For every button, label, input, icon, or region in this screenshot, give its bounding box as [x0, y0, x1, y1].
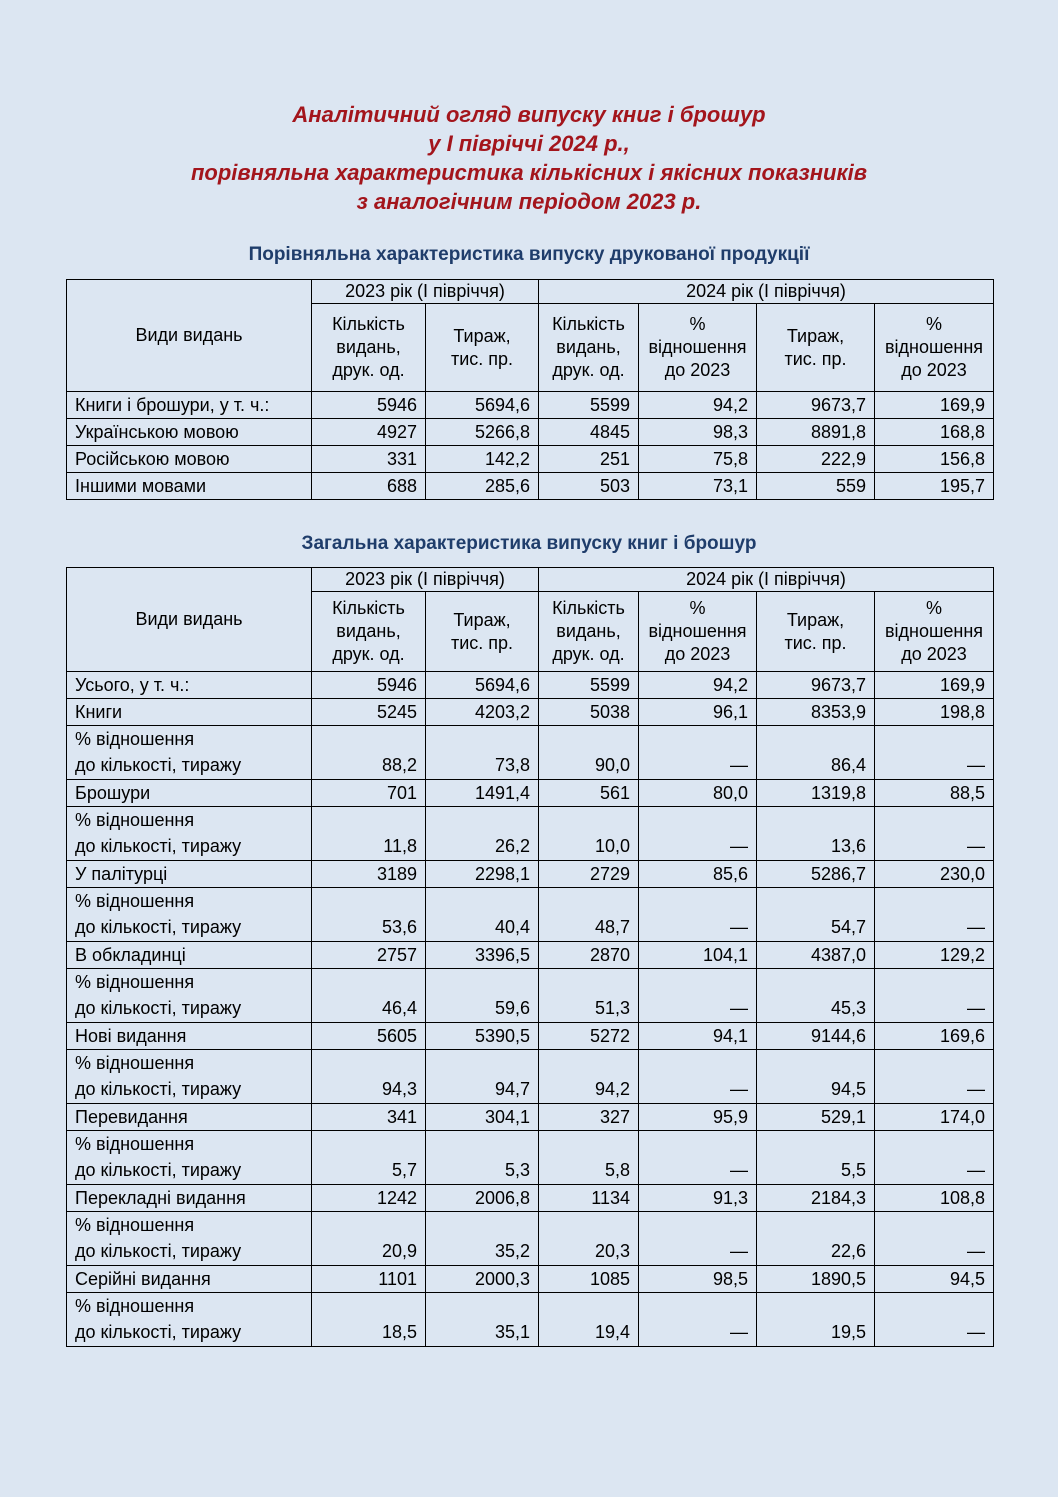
cell-circulation-2023: 35,1 — [426, 1293, 539, 1347]
cell-percent-circulation: 129,2 — [875, 942, 994, 969]
cell-count-2024: 19,4 — [539, 1293, 639, 1347]
cell-percent-count: — — [639, 1050, 757, 1104]
cell-circulation-2024: 5286,7 — [757, 861, 875, 888]
percent-row — [67, 1293, 994, 1347]
table-row — [67, 446, 994, 473]
table-row — [67, 1266, 994, 1293]
cell-circulation-2023: 73,8 — [426, 726, 539, 780]
cell-count-2023: 53,6 — [312, 888, 426, 942]
cell-percent-count: — — [639, 726, 757, 780]
cell-count-2023: 5605 — [312, 1023, 426, 1050]
table-row — [67, 1023, 994, 1050]
header-percent-count: % відношення до 2023 — [639, 304, 757, 392]
header-2023: 2023 рік (І півріччя) — [312, 568, 539, 592]
cell-circulation-2023: 2006,8 — [426, 1185, 539, 1212]
percent-row — [67, 1131, 994, 1185]
cell-percent-count: 98,5 — [639, 1266, 757, 1293]
row-label: % відношення до кількості, тиражу — [67, 726, 312, 780]
cell-circulation-2024: 9144,6 — [757, 1023, 875, 1050]
cell-percent-circulation: 169,9 — [875, 672, 994, 699]
cell-circulation-2024: 45,3 — [757, 969, 875, 1023]
percent-row — [67, 1050, 994, 1104]
cell-count-2024: 5599 — [539, 392, 639, 419]
cell-percent-count: 91,3 — [639, 1185, 757, 1212]
header-2023: 2023 рік (І півріччя) — [312, 280, 539, 304]
table-row — [67, 942, 994, 969]
header-percent-count: % відношення до 2023 — [639, 592, 757, 672]
cell-count-2023: 5245 — [312, 699, 426, 726]
header-2024: 2024 рік (І півріччя) — [539, 280, 994, 304]
row-label: Книги і брошури, у т. ч.: — [67, 392, 312, 419]
cell-circulation-2024: 19,5 — [757, 1293, 875, 1347]
cell-circulation-2024: 5,5 — [757, 1131, 875, 1185]
cell-circulation-2024: 4387,0 — [757, 942, 875, 969]
header-count-2023: Кількість видань, друк. од. — [312, 592, 426, 672]
cell-count-2024: 2729 — [539, 861, 639, 888]
table-row — [67, 861, 994, 888]
cell-percent-circulation: 195,7 — [875, 473, 994, 500]
table1-title: Порівняльна характеристика випуску друкованої продукції — [248, 244, 810, 265]
cell-count-2024: 1134 — [539, 1185, 639, 1212]
cell-count-2023: 4927 — [312, 419, 426, 446]
books-brochures-table — [66, 567, 994, 1347]
cell-circulation-2023: 4203,2 — [426, 699, 539, 726]
cell-count-2024: 20,3 — [539, 1212, 639, 1266]
cell-count-2024: 2870 — [539, 942, 639, 969]
print-production-table — [66, 279, 994, 500]
cell-count-2023: 18,5 — [312, 1293, 426, 1347]
cell-percent-circulation: 169,6 — [875, 1023, 994, 1050]
cell-percent-count: 94,2 — [639, 672, 757, 699]
cell-circulation-2023: 5266,8 — [426, 419, 539, 446]
cell-percent-circulation: 156,8 — [875, 446, 994, 473]
cell-percent-circulation: 88,5 — [875, 780, 994, 807]
cell-count-2024: 90,0 — [539, 726, 639, 780]
cell-circulation-2023: 5390,5 — [426, 1023, 539, 1050]
cell-percent-circulation: 169,9 — [875, 392, 994, 419]
cell-percent-circulation: — — [875, 807, 994, 861]
cell-circulation-2023: 59,6 — [426, 969, 539, 1023]
cell-count-2024: 327 — [539, 1104, 639, 1131]
cell-percent-count: 104,1 — [639, 942, 757, 969]
row-label: Українською мовою — [67, 419, 312, 446]
cell-percent-count: 75,8 — [639, 446, 757, 473]
cell-percent-circulation: — — [875, 1212, 994, 1266]
header-percent-circulation: % відношення до 2023 — [875, 592, 994, 672]
cell-count-2023: 5946 — [312, 392, 426, 419]
cell-circulation-2024: 8353,9 — [757, 699, 875, 726]
table-row — [67, 1185, 994, 1212]
cell-count-2024: 561 — [539, 780, 639, 807]
cell-percent-count: — — [639, 969, 757, 1023]
cell-count-2024: 4845 — [539, 419, 639, 446]
cell-count-2024: 5272 — [539, 1023, 639, 1050]
cell-percent-circulation: 174,0 — [875, 1104, 994, 1131]
percent-row — [67, 888, 994, 942]
cell-circulation-2023: 1491,4 — [426, 780, 539, 807]
cell-percent-count: 73,1 — [639, 473, 757, 500]
header-count-2024: Кількість видань, друк. од. — [539, 592, 639, 672]
cell-count-2023: 688 — [312, 473, 426, 500]
cell-percent-circulation: 198,8 — [875, 699, 994, 726]
cell-circulation-2024: 222,9 — [757, 446, 875, 473]
page-title — [0, 100, 1058, 216]
header-kind: Види видань — [67, 568, 312, 672]
row-label: % відношення до кількості, тиражу — [67, 969, 312, 1023]
cell-percent-circulation: — — [875, 726, 994, 780]
cell-count-2024: 51,3 — [539, 969, 639, 1023]
header-2024: 2024 рік (І півріччя) — [539, 568, 994, 592]
cell-percent-count: — — [639, 1131, 757, 1185]
cell-circulation-2024: 13,6 — [757, 807, 875, 861]
cell-count-2024: 5599 — [539, 672, 639, 699]
header-count-2023: Кількість видань, друк. од. — [312, 304, 426, 392]
cell-count-2024: 94,2 — [539, 1050, 639, 1104]
cell-count-2024: 10,0 — [539, 807, 639, 861]
cell-count-2023: 331 — [312, 446, 426, 473]
cell-count-2024: 5,8 — [539, 1131, 639, 1185]
cell-circulation-2023: 3396,5 — [426, 942, 539, 969]
cell-percent-count: 95,9 — [639, 1104, 757, 1131]
row-label: В обкладинці — [67, 942, 312, 969]
row-label: Іншими мовами — [67, 473, 312, 500]
cell-circulation-2024: 1890,5 — [757, 1266, 875, 1293]
cell-percent-circulation: — — [875, 1050, 994, 1104]
header-circulation-2023: Тираж, тис. пр. — [426, 592, 539, 672]
cell-percent-circulation: — — [875, 1131, 994, 1185]
cell-count-2023: 2757 — [312, 942, 426, 969]
cell-count-2023: 5946 — [312, 672, 426, 699]
table-row — [67, 780, 994, 807]
cell-circulation-2024: 2184,3 — [757, 1185, 875, 1212]
table-row — [67, 672, 994, 699]
cell-percent-count: — — [639, 888, 757, 942]
row-label: Книги — [67, 699, 312, 726]
header-circulation-2023: Тираж, тис. пр. — [426, 304, 539, 392]
cell-percent-circulation: 230,0 — [875, 861, 994, 888]
cell-circulation-2023: 5694,6 — [426, 672, 539, 699]
cell-percent-circulation: — — [875, 969, 994, 1023]
cell-circulation-2023: 2298,1 — [426, 861, 539, 888]
cell-circulation-2024: 9673,7 — [757, 672, 875, 699]
cell-count-2024: 48,7 — [539, 888, 639, 942]
row-label: % відношення до кількості, тиражу — [67, 1212, 312, 1266]
row-label: У палітурці — [67, 861, 312, 888]
row-label: Російською мовою — [67, 446, 312, 473]
cell-circulation-2023: 142,2 — [426, 446, 539, 473]
row-label: Нові видання — [67, 1023, 312, 1050]
cell-count-2024: 503 — [539, 473, 639, 500]
cell-count-2023: 46,4 — [312, 969, 426, 1023]
cell-percent-circulation: — — [875, 888, 994, 942]
table-row — [67, 473, 994, 500]
cell-percent-count: — — [639, 807, 757, 861]
row-label: Перевидання — [67, 1104, 312, 1131]
cell-count-2023: 1242 — [312, 1185, 426, 1212]
table-row — [67, 392, 994, 419]
cell-circulation-2024: 22,6 — [757, 1212, 875, 1266]
cell-circulation-2024: 94,5 — [757, 1050, 875, 1104]
cell-percent-count: — — [639, 1293, 757, 1347]
cell-percent-count: 85,6 — [639, 861, 757, 888]
cell-percent-circulation: 108,8 — [875, 1185, 994, 1212]
cell-count-2023: 11,8 — [312, 807, 426, 861]
header-circulation-2024: Тираж, тис. пр. — [757, 304, 875, 392]
header-count-2024: Кількість видань, друк. од. — [539, 304, 639, 392]
title-line-4: з аналогічним періодом 2023 р. — [356, 189, 702, 214]
cell-count-2023: 88,2 — [312, 726, 426, 780]
row-label: % відношення до кількості, тиражу — [67, 1293, 312, 1347]
row-label: % відношення до кількості, тиражу — [67, 807, 312, 861]
cell-circulation-2024: 8891,8 — [757, 419, 875, 446]
cell-percent-circulation: 168,8 — [875, 419, 994, 446]
cell-count-2024: 1085 — [539, 1266, 639, 1293]
table-row — [67, 1104, 994, 1131]
cell-circulation-2023: 304,1 — [426, 1104, 539, 1131]
cell-count-2023: 5,7 — [312, 1131, 426, 1185]
row-label: % відношення до кількості, тиражу — [67, 1131, 312, 1185]
cell-count-2023: 1101 — [312, 1266, 426, 1293]
cell-circulation-2024: 529,1 — [757, 1104, 875, 1131]
cell-count-2023: 20,9 — [312, 1212, 426, 1266]
row-label: % відношення до кількості, тиражу — [67, 888, 312, 942]
cell-count-2023: 3189 — [312, 861, 426, 888]
cell-percent-circulation: 94,5 — [875, 1266, 994, 1293]
cell-circulation-2023: 94,7 — [426, 1050, 539, 1104]
cell-percent-count: 94,2 — [639, 392, 757, 419]
table-row — [67, 419, 994, 446]
percent-row — [67, 726, 994, 780]
cell-circulation-2023: 2000,3 — [426, 1266, 539, 1293]
percent-row — [67, 969, 994, 1023]
row-label: Усього, у т. ч.: — [67, 672, 312, 699]
percent-row — [67, 1212, 994, 1266]
cell-count-2023: 341 — [312, 1104, 426, 1131]
cell-circulation-2024: 86,4 — [757, 726, 875, 780]
cell-count-2023: 94,3 — [312, 1050, 426, 1104]
cell-percent-count: 94,1 — [639, 1023, 757, 1050]
cell-circulation-2023: 5,3 — [426, 1131, 539, 1185]
cell-circulation-2023: 35,2 — [426, 1212, 539, 1266]
cell-circulation-2023: 5694,6 — [426, 392, 539, 419]
title-line-2: у І півріччі 2024 р., — [428, 131, 630, 156]
header-percent-circulation: % відношення до 2023 — [875, 304, 994, 392]
cell-percent-count: 98,3 — [639, 419, 757, 446]
cell-circulation-2024: 559 — [757, 473, 875, 500]
row-label: Серійні видання — [67, 1266, 312, 1293]
row-label: Брошури — [67, 780, 312, 807]
cell-percent-circulation: — — [875, 1293, 994, 1347]
table2-title: Загальна характеристика випуску книг і брошур — [301, 533, 757, 554]
title-line-1: Аналітичний огляд випуску книг і брошур — [292, 102, 766, 127]
cell-percent-count: — — [639, 1212, 757, 1266]
cell-count-2024: 5038 — [539, 699, 639, 726]
cell-count-2024: 251 — [539, 446, 639, 473]
header-circulation-2024: Тираж, тис. пр. — [757, 592, 875, 672]
cell-circulation-2024: 54,7 — [757, 888, 875, 942]
percent-row — [67, 807, 994, 861]
cell-circulation-2023: 40,4 — [426, 888, 539, 942]
cell-count-2023: 701 — [312, 780, 426, 807]
cell-percent-count: 80,0 — [639, 780, 757, 807]
cell-circulation-2024: 9673,7 — [757, 392, 875, 419]
table-row — [67, 699, 994, 726]
header-kind: Види видань — [67, 280, 312, 392]
cell-circulation-2023: 26,2 — [426, 807, 539, 861]
cell-circulation-2024: 1319,8 — [757, 780, 875, 807]
title-line-3: порівняльна характеристика кількісних і якісних показників — [190, 160, 868, 185]
row-label: % відношення до кількості, тиражу — [67, 1050, 312, 1104]
cell-circulation-2023: 285,6 — [426, 473, 539, 500]
cell-percent-count: 96,1 — [639, 699, 757, 726]
row-label: Перекладні видання — [67, 1185, 312, 1212]
